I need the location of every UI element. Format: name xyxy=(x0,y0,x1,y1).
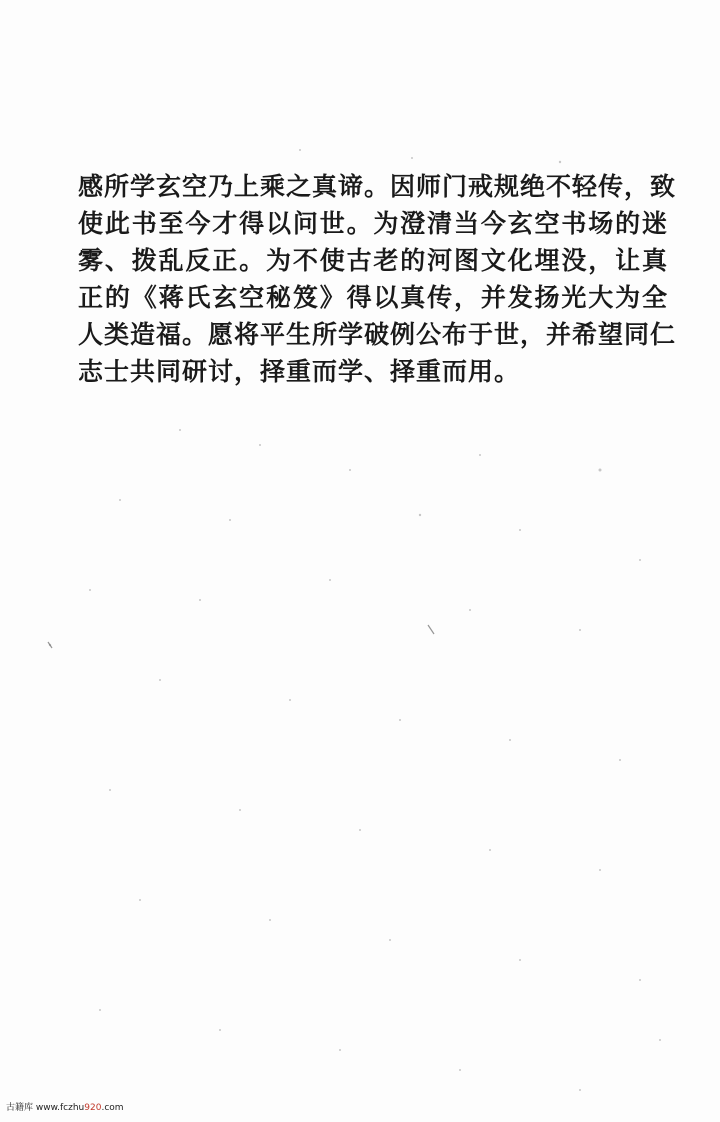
body-line: 志士共同研讨，择重而学、择重而用。 xyxy=(78,357,521,386)
footer-watermark xyxy=(6,1100,124,1113)
footer-url-prefix: www.fczhu xyxy=(35,1103,85,1113)
body-paragraph xyxy=(78,168,677,390)
body-line: 感所学玄空乃上乘之真谛。因师门戒规绝不轻传，致 xyxy=(78,172,677,201)
body-line: 人类造福。愿将平生所学破例公布于世，并希望同仁 xyxy=(78,320,677,349)
footer-site-name: 古籍库 xyxy=(6,1103,34,1113)
body-line: 雾、拨乱反正。为不使古老的河图文化埋没，让真 xyxy=(78,246,668,275)
body-line: 使此书至今才得以问世。为澄清当今玄空书场的迷 xyxy=(78,209,668,238)
body-line: 正的《蒋氏玄空秘笈》得以真传，并发扬光大为全 xyxy=(78,283,668,312)
footer-url-accent: 920 xyxy=(84,1103,102,1113)
footer-url-suffix: .com xyxy=(101,1103,124,1113)
